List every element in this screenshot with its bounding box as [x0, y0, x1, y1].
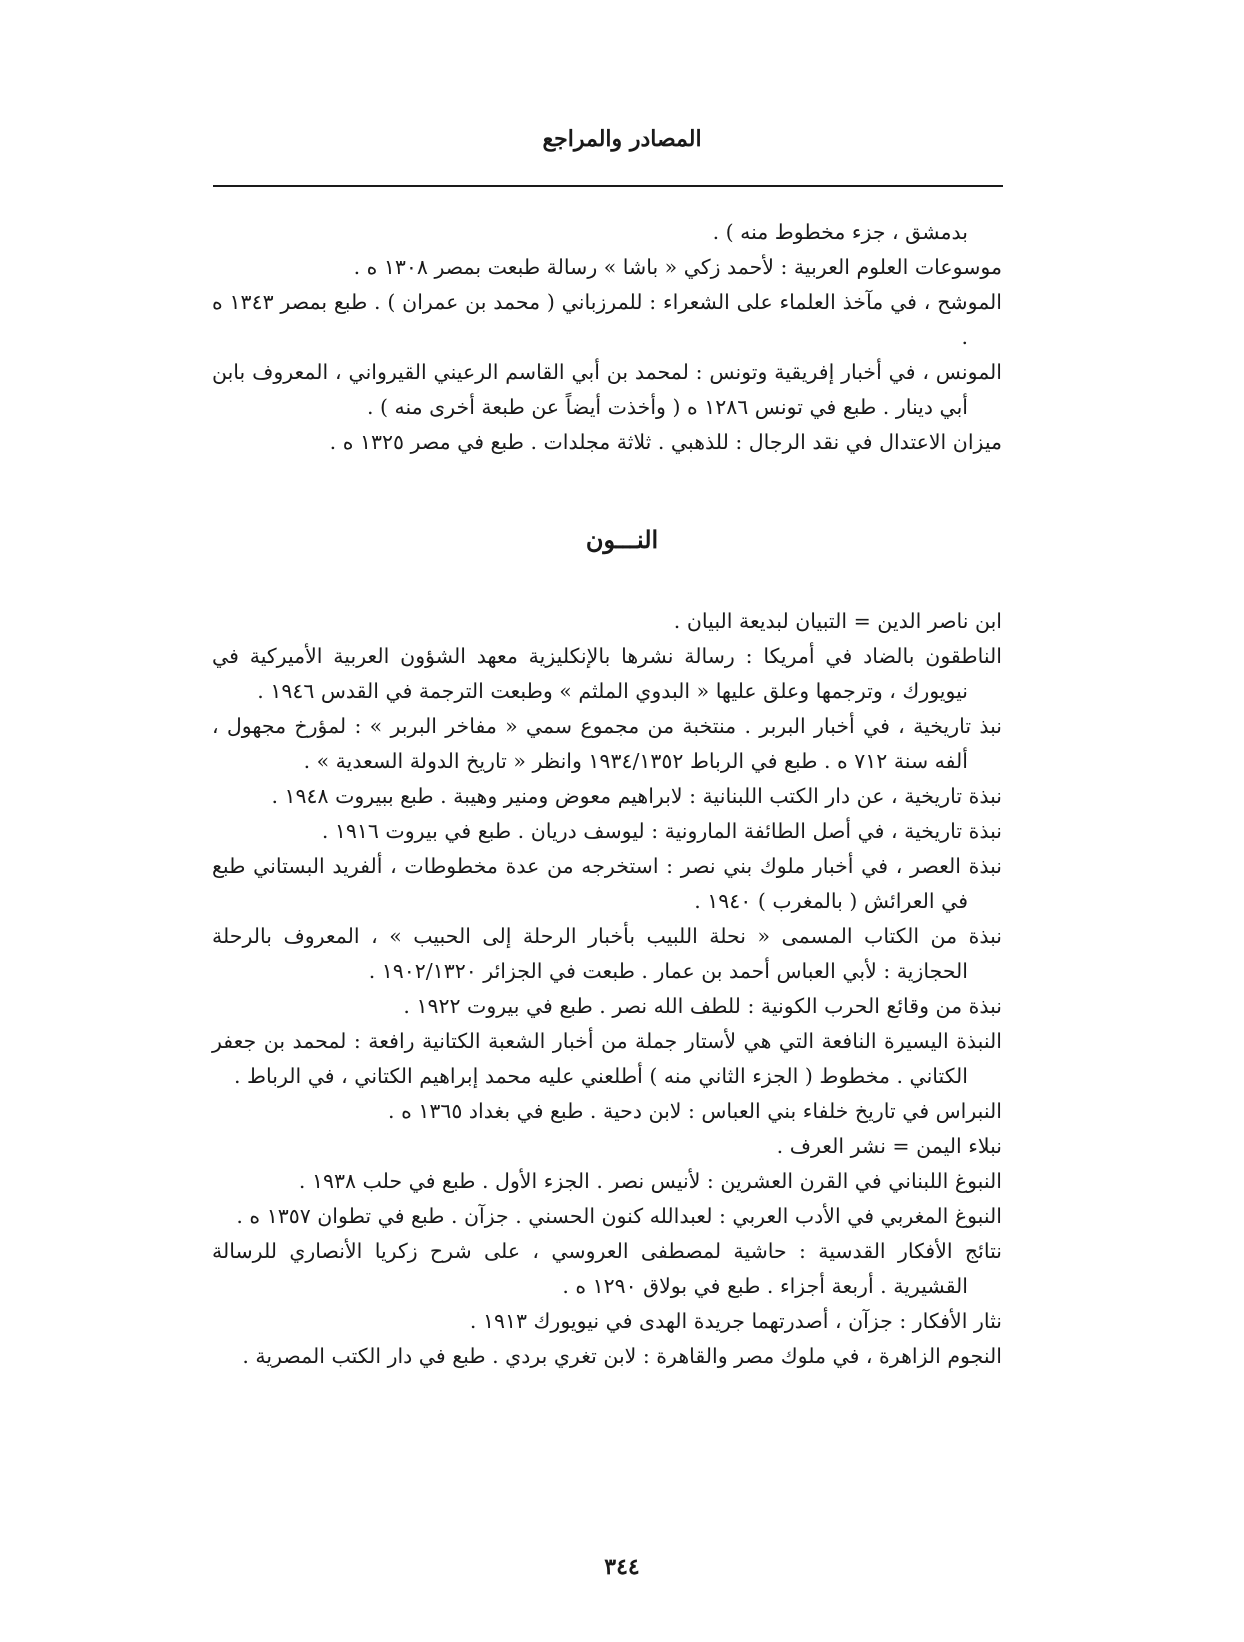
- bibliography-entry: الناطقون بالضاد في أمريكا : رسالة نشرها بالإنكليزية معهد الشؤون العربية الأميركية في نيويورك ، وترجمها وعلق عليها « البدوي الملثم » وطبعت الترجمة في القدس ١٩٤٦ .: [212, 644, 1002, 703]
- bibliography-entry: نتائج الأفكار القدسية : حاشية لمصطفى العروسي ، على شرح زكريا الأنصاري للرسالة القشيرية . أربعة أجزاء . طبع في بولاق ١٢٩٠ ه .: [212, 1239, 1002, 1298]
- bibliography-entry: نبذة من وقائع الحرب الكونية : للطف الله نصر . طبع في بيروت ١٩٢٢ .: [403, 994, 1002, 1018]
- bibliography-entry: موسوعات العلوم العربية : لأحمد زكي « باشا » رسالة طبعت بمصر ١٣٠٨ ه .: [353, 255, 1002, 279]
- bibliography-entry: النبذة اليسيرة النافعة التي هي لأستار جملة من أخبار الشعبة الكتانية رافعة : لمحمد بن جعفر الكتاني . مخطوط ( الجزء الثاني منه ) أطلعني عليه محمد إبراهيم الكتاني ، في الرباط .: [212, 1029, 1002, 1088]
- bibliography-entry: نثار الأفكار : جزآن ، أصدرتهما جريدة الهدى في نيويورك ١٩١٣ .: [469, 1309, 1002, 1333]
- bibliography-entry: النبوغ المغربي في الأدب العربي : لعبدالله كنون الحسني . جزآن . طبع في تطوان ١٣٥٧ ه .: [236, 1204, 1002, 1228]
- bibliography-entry: المونس ، في أخبار إفريقية وتونس : لمحمد بن أبي القاسم الرعيني القيرواني ، المعروف بابن أبي دينار . طبع في تونس ١٢٨٦ ه ( وأخذت أيضاً عن طبعة أخرى منه ) .: [212, 360, 1002, 419]
- running-header: المصادر والمراجع: [542, 126, 702, 152]
- header-rule: [213, 185, 1003, 187]
- bibliography-entry: نبذة العصر ، في أخبار ملوك بني نصر : استخرجه من عدة مخطوطات ، ألفريد البستاني طبع في العرائش ( بالمغرب ) ١٩٤٠ .: [212, 854, 1002, 913]
- bibliography-entry: النجوم الزاهرة ، في ملوك مصر والقاهرة : لابن تغري بردي . طبع في دار الكتب المصرية .: [242, 1344, 1002, 1368]
- bibliography-entry: النبراس في تاريخ خلفاء بني العباس : لابن دحية . طبع في بغداد ١٣٦٥ ه .: [388, 1099, 1002, 1123]
- bibliography-entry: ابن ناصر الدين = التبيان لبديعة البيان .: [673, 609, 1002, 633]
- bibliography-entry: ميزان الاعتدال في نقد الرجال : للذهبي . ثلاثة مجلدات . طبع في مصر ١٣٢٥ ه .: [329, 430, 1002, 454]
- top-entries-list: [212, 215, 1002, 460]
- bibliography-entry: نبذ تاريخية ، في أخبار البربر . منتخبة من مجموع سمي « مفاخر البربر » : لمؤرخ مجهول ، ألفه سنة ٧١٢ ه . طبع في الرباط ١٩٣٤/١٣٥٢ وانظر « تاريخ الدولة السعدية » .: [212, 714, 1002, 773]
- entry-continuation: بدمشق ، جزء مخطوط منه ) .: [712, 220, 968, 244]
- bibliography-entry: نبذة من الكتاب المسمى « نحلة اللبيب بأخبار الرحلة إلى الحبيب » ، المعروف بالرحلة الحجازية : لأبي العباس أحمد بن عمار . طبعت في الجزائر ١٩٠٢/١٣٢٠ .: [212, 924, 1002, 983]
- section-heading: النـــون: [585, 525, 659, 554]
- bibliography-entry: الموشح ، في مآخذ العلماء على الشعراء : للمرزباني ( محمد بن عمران ) . طبع بمصر ١٣٤٣ ه .: [212, 290, 1002, 349]
- page-number: ٣٤٤: [604, 1554, 640, 1580]
- bibliography-entry: نبذة تاريخية ، في أصل الطائفة المارونية : ليوسف دريان . طبع في بيروت ١٩١٦ .: [321, 819, 1002, 843]
- nun-entries-list: [212, 604, 1002, 1374]
- bibliography-entry: النبوغ اللبناني في القرن العشرين : لأنيس نصر . الجزء الأول . طبع في حلب ١٩٣٨ .: [298, 1169, 1002, 1193]
- bibliography-entry: نبذة تاريخية ، عن دار الكتب اللبنانية : لابراهيم معوض ومنير وهيبة . طبع ببيروت ١٩٤٨ .: [271, 784, 1002, 808]
- bibliography-entry: نبلاء اليمن = نشر العرف .: [776, 1134, 1002, 1158]
